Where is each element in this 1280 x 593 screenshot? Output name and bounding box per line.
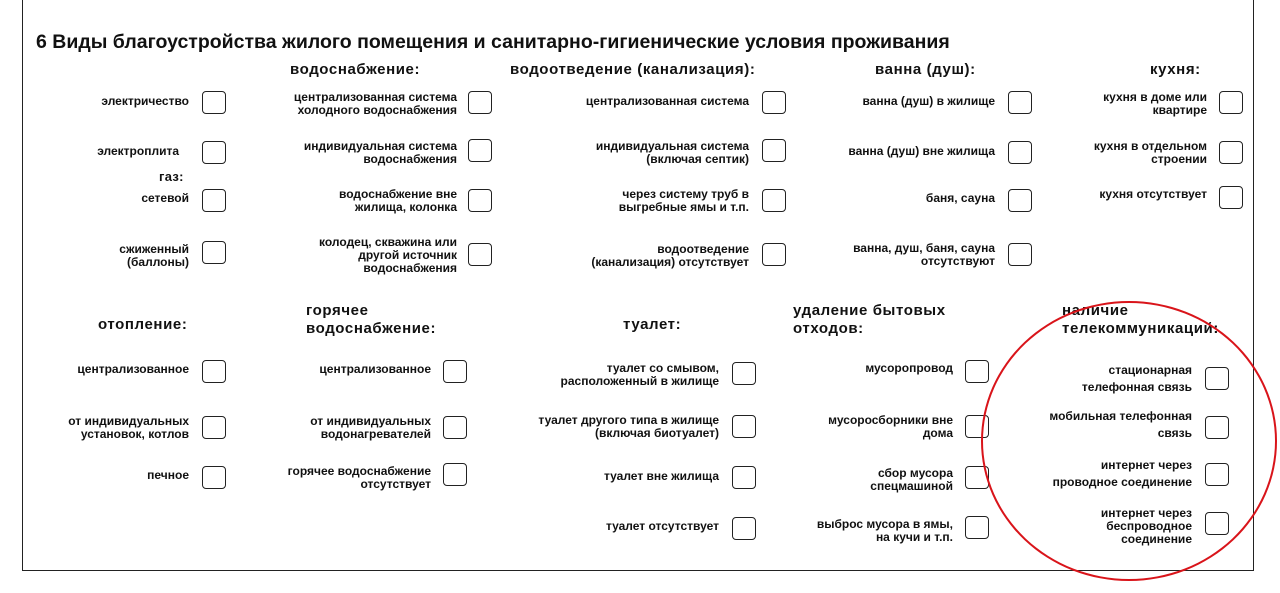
label-sewer-individual: индивидуальная система (включая септик) — [595, 139, 749, 166]
checkbox-kitchen-none[interactable] — [1219, 186, 1243, 209]
checkbox-waste-truck[interactable] — [965, 466, 989, 489]
checkbox-water-individual[interactable] — [468, 139, 492, 162]
checkbox-heat-central[interactable] — [202, 360, 226, 383]
checkbox-net-wireless[interactable] — [1205, 512, 1229, 535]
label-gas-network: сетевой — [141, 191, 189, 205]
checkbox-hot-individual[interactable] — [443, 416, 467, 439]
checkbox-bath-outside[interactable] — [1008, 141, 1032, 164]
label-toilet-other: туалет другого типа в жилище (включая биотуалет) — [538, 413, 719, 440]
checkbox-toilet-other[interactable] — [732, 415, 756, 438]
checkbox-bath-inside[interactable] — [1008, 91, 1032, 114]
label-sewer-pipes: через систему труб в выгребные ямы и т.п. — [618, 187, 749, 214]
header-bath: ванна (душ): — [875, 61, 976, 78]
checkbox-kitchen-separate[interactable] — [1219, 141, 1243, 164]
header-gas: газ: — [159, 169, 184, 184]
label-kitchen-none: кухня отсутствует — [1099, 187, 1207, 201]
checkbox-sewer-individual[interactable] — [762, 139, 786, 162]
checkbox-hot-central[interactable] — [443, 360, 467, 383]
header-kitchen: кухня: — [1150, 61, 1201, 78]
checkbox-heat-stove[interactable] — [202, 466, 226, 489]
label-hot-central: централизованное — [319, 362, 431, 376]
label-tel-landline: стационарная телефонная связь — [1081, 363, 1192, 394]
checkbox-tel-mobile[interactable] — [1205, 416, 1229, 439]
checkbox-gas-network[interactable] — [202, 189, 226, 212]
checkbox-waste-dump[interactable] — [965, 516, 989, 539]
label-water-individual: индивидуальная система водоснабжения — [303, 139, 457, 166]
checkbox-toilet-none[interactable] — [732, 517, 756, 540]
label-bath-inside: ванна (душ) в жилище — [862, 94, 995, 108]
label-kitchen-separate: кухня в отдельном строении — [1093, 139, 1207, 166]
label-water-outside: водоснабжение вне жилища, колонка — [339, 187, 457, 214]
label-toilet-none: туалет отсутствует — [605, 519, 719, 533]
label-water-central: централизованная система холодного водоснабжения — [293, 90, 457, 117]
label-sewer-none: водоотведение (канализация) отсутствует — [591, 242, 749, 269]
checkbox-toilet-flush[interactable] — [732, 362, 756, 385]
checkbox-hot-none[interactable] — [443, 463, 467, 486]
checkbox-toilet-outside[interactable] — [732, 466, 756, 489]
label-waste-dump: выброс мусора в ямы, на кучи и т.п. — [816, 517, 953, 544]
label-waste-bins: мусоросборники вне дома — [828, 413, 953, 440]
label-tel-mobile: мобильная телефонная связь — [1049, 409, 1192, 440]
label-hot-none: горячее водоснабжение отсутствует — [287, 464, 431, 491]
label-sewer-central: централизованная система — [585, 94, 749, 108]
label-hot-individual: от индивидуальных водонагревателей — [310, 414, 431, 441]
checkbox-electric-stove[interactable] — [202, 141, 226, 164]
label-net-wired: интернет через проводное соединение — [1052, 458, 1192, 489]
header-waste: удаление бытовых отходов: — [793, 302, 946, 337]
checkbox-sewer-none[interactable] — [762, 243, 786, 266]
label-bath-outside: ванна (душ) вне жилища — [848, 144, 995, 158]
checkbox-water-outside[interactable] — [468, 189, 492, 212]
label-waste-truck: сбор мусора спецмашиной — [870, 466, 953, 493]
checkbox-waste-chute[interactable] — [965, 360, 989, 383]
header-telecom: наличие телекоммуникаций: — [1062, 302, 1219, 337]
checkbox-gas-liquefied[interactable] — [202, 241, 226, 264]
label-waste-chute: мусоропровод — [865, 361, 953, 375]
checkbox-bath-none[interactable] — [1008, 243, 1032, 266]
label-toilet-outside: туалет вне жилища — [603, 469, 719, 483]
label-gas-liquefied: сжиженный (баллоны) — [119, 242, 189, 269]
label-water-well: колодец, скважина или другой источник водоснабжения — [319, 235, 457, 275]
header-heating: отопление: — [98, 316, 188, 333]
checkbox-heat-individual[interactable] — [202, 416, 226, 439]
label-electricity: электричество — [101, 94, 189, 108]
label-electric-stove: электроплита — [97, 144, 179, 158]
section-title: 6 Виды благоустройства жилого помещения и санитарно-гигиенические условия проживания — [36, 31, 950, 53]
checkbox-tel-landline[interactable] — [1205, 367, 1229, 390]
label-bath-sauna: баня, сауна — [925, 191, 995, 205]
label-bath-none: ванна, душ, баня, сауна отсутствуют — [853, 241, 995, 268]
header-water-supply: водоснабжение: — [290, 61, 421, 78]
checkbox-kitchen-home[interactable] — [1219, 91, 1243, 114]
checkbox-net-wired[interactable] — [1205, 463, 1229, 486]
checkbox-sewer-pipes[interactable] — [762, 189, 786, 212]
header-sewerage: водоотведение (канализация): — [510, 61, 756, 78]
checkbox-water-well[interactable] — [468, 243, 492, 266]
checkbox-sewer-central[interactable] — [762, 91, 786, 114]
label-heat-stove: печное — [147, 468, 189, 482]
label-kitchen-home: кухня в доме или квартире — [1103, 90, 1207, 117]
checkbox-waste-bins[interactable] — [965, 415, 989, 438]
checkbox-electricity[interactable] — [202, 91, 226, 114]
label-toilet-flush: туалет со смывом, расположенный в жилище — [560, 361, 719, 388]
label-heat-central: централизованное — [77, 362, 189, 376]
header-toilet: туалет: — [623, 316, 682, 333]
label-heat-individual: от индивидуальных установок, котлов — [68, 414, 189, 441]
checkbox-water-central[interactable] — [468, 91, 492, 114]
checkbox-bath-sauna[interactable] — [1008, 189, 1032, 212]
label-net-wireless: интернет через беспроводное соединение — [1100, 506, 1192, 546]
header-hot-water: горячее водоснабжение: — [306, 302, 437, 337]
